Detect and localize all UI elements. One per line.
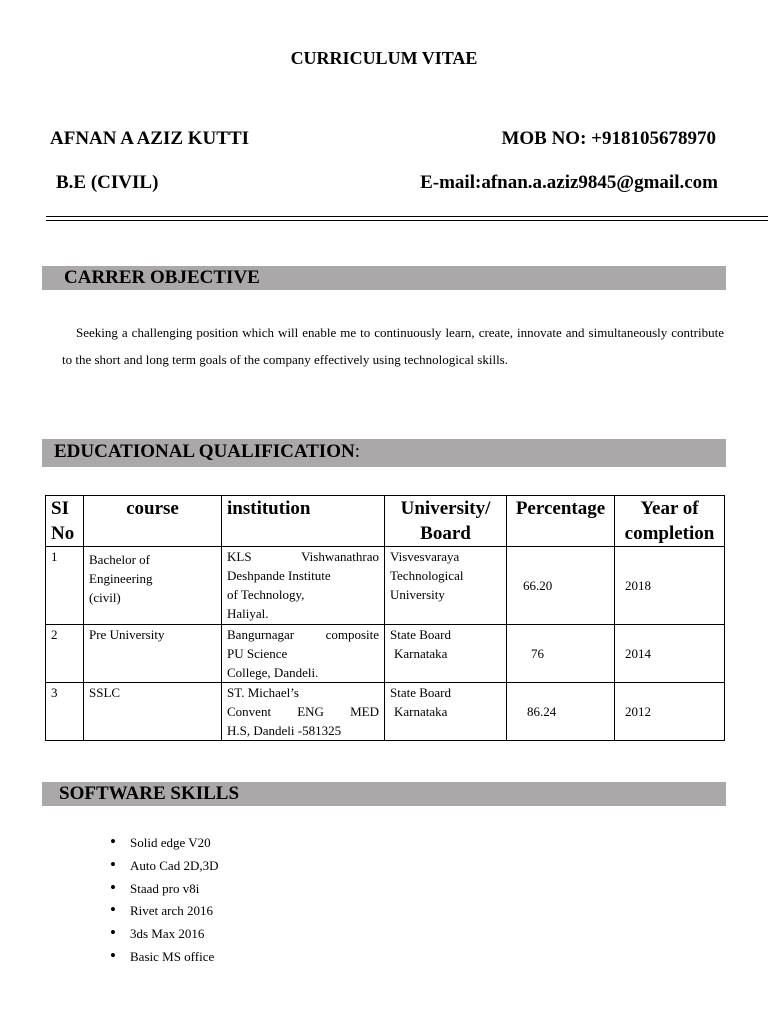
col-header-institution: institution: [222, 496, 385, 547]
document-title: CURRICULUM VITAE: [290, 48, 478, 68]
cell-percentage: 76: [507, 625, 615, 683]
cell-year: 2014: [615, 625, 725, 683]
cell-percentage: 66.20: [507, 547, 615, 625]
cell-course: Bachelor of Engineering (civil): [84, 547, 222, 625]
cell-institution: KLS Vishwanathrao Deshpande Institute of Technology, Haliyal.: [222, 547, 385, 625]
cell-course: Pre University: [84, 625, 222, 683]
education-heading-colon: :: [354, 441, 360, 462]
cell-board: State Board Karnataka: [385, 683, 507, 741]
col-header-percentage: Percentage: [507, 496, 615, 547]
degree: B.E (CIVIL): [56, 172, 159, 193]
header-divider-top: [46, 216, 768, 217]
header-divider-bottom: [46, 220, 768, 221]
col-header-course: course: [84, 496, 222, 547]
cell-year: 2012: [615, 683, 725, 741]
software-heading: SOFTWARE SKILLS: [42, 782, 726, 806]
cell-board: Visvesvaraya Technological University: [385, 547, 507, 625]
table-row: [46, 547, 725, 625]
cell-institution: Bangurnagar composite PU Science College, Dandeli.: [222, 625, 385, 683]
cell-percentage: 86.24: [507, 683, 615, 741]
list-item: • 3ds Max 2016: [110, 923, 218, 946]
list-item: • Staad pro v8i: [110, 878, 218, 901]
list-item: • Rivet arch 2016: [110, 900, 218, 923]
software-list: [110, 832, 218, 969]
col-header-sino: SI No: [46, 496, 84, 547]
cell-sino: 1: [46, 547, 84, 625]
education-heading-label: EDUCATIONAL QUALIFICATION: [54, 441, 355, 462]
table-row: [46, 683, 725, 741]
cell-institution: ST. Michael’s Convent ENG MED H.S, Dandeli -581325: [222, 683, 385, 741]
cell-year: 2018: [615, 547, 725, 625]
cell-sino: 3: [46, 683, 84, 741]
education-table: [45, 495, 725, 741]
col-header-board: University/ Board: [385, 496, 507, 547]
objective-text: Seeking a challenging position which will enable me to continuously learn, create, innovate and simultaneously contribute to the short and long term goals of the company effectively using technological skills.: [62, 325, 724, 367]
list-item: • Auto Cad 2D,3D: [110, 855, 218, 878]
cell-course: SSLC: [84, 683, 222, 741]
cell-sino: 2: [46, 625, 84, 683]
list-item: • Basic MS office: [110, 946, 218, 969]
table-row: [46, 625, 725, 683]
cell-board: State Board Karnataka: [385, 625, 507, 683]
list-item: • Solid edge V20: [110, 832, 218, 855]
objective-heading: CARRER OBJECTIVE: [42, 266, 726, 290]
education-heading: [42, 439, 726, 467]
col-header-year: Year of completion: [615, 496, 725, 547]
candidate-name: AFNAN A AZIZ KUTTI: [50, 128, 250, 149]
email-address: E-mail:afnan.a.aziz9845@gmail.com: [420, 172, 718, 193]
mobile-number: MOB NO: +918105678970: [501, 128, 716, 149]
table-header-row: [46, 496, 725, 547]
